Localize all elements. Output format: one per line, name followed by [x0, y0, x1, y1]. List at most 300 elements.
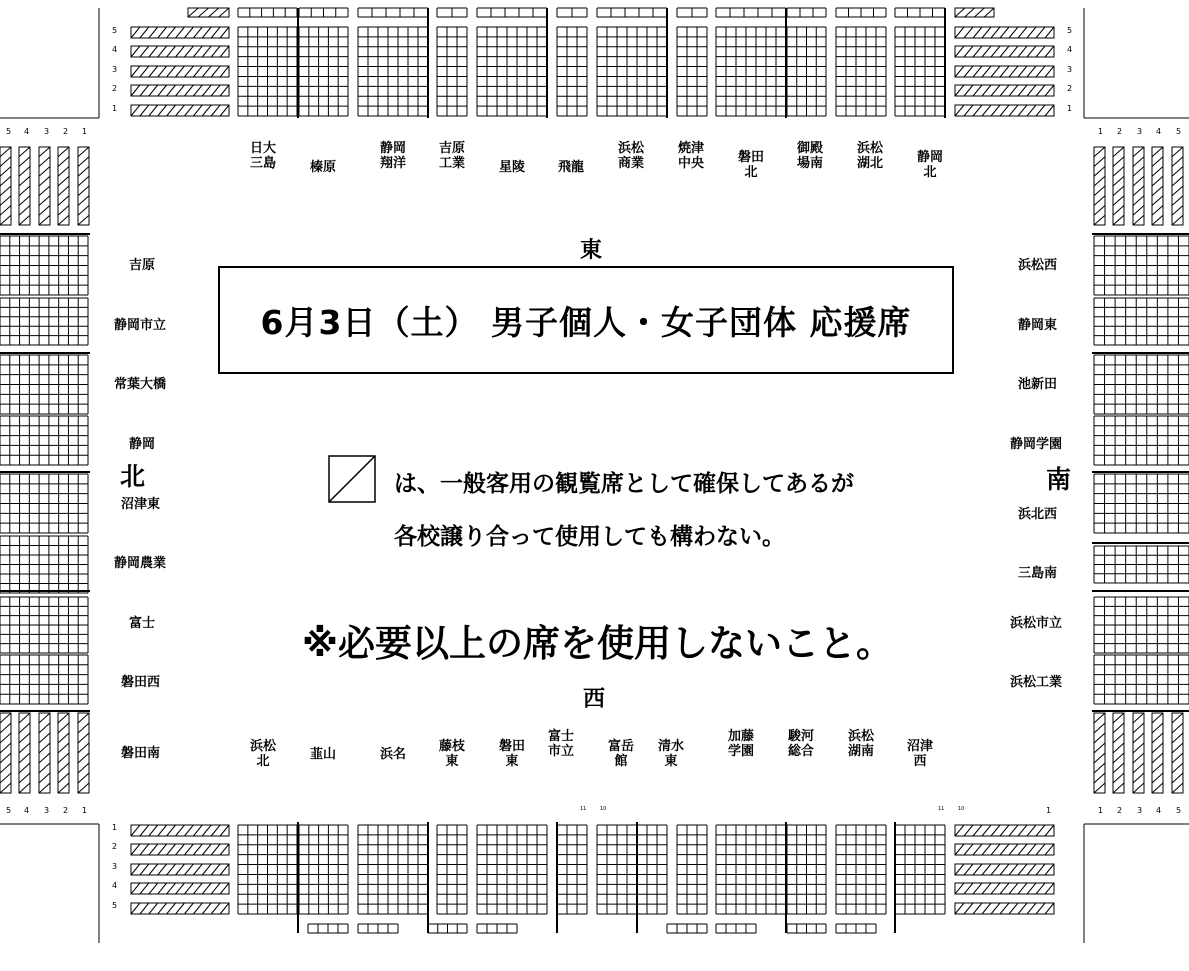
hatch-line: [1113, 206, 1124, 216]
hatch-line: [1172, 733, 1183, 743]
hatch-line: [78, 215, 89, 225]
warning-notice: ※必要以上の席を使用しないこと。: [302, 622, 893, 665]
hatch-line: [975, 8, 985, 17]
hatch-line: [1094, 743, 1105, 753]
hatch-line: [1172, 713, 1183, 723]
hatch-line: [991, 46, 1000, 57]
hatch-line: [188, 8, 198, 17]
hatch-line: [131, 46, 140, 57]
hatch-line: [19, 753, 30, 763]
hatch-line: [209, 8, 219, 17]
school-label: 浜松商業: [618, 141, 645, 171]
hatch-line: [149, 864, 158, 875]
hatch-line: [167, 825, 176, 836]
seat-block: [428, 924, 467, 933]
hatch-line: [140, 864, 149, 875]
hatch-line: [1000, 864, 1009, 875]
hatch-line: [1045, 85, 1054, 96]
hatch-line: [1152, 763, 1163, 773]
seat-block: [477, 8, 547, 17]
hatch-line: [19, 215, 30, 225]
hatch-line: [19, 783, 30, 793]
hatch-line: [167, 66, 176, 77]
hatch-line: [211, 825, 220, 836]
hatch-line: [131, 903, 140, 914]
seat-block: [677, 27, 707, 116]
hatch-line: [1172, 773, 1183, 783]
hatch-line: [0, 147, 11, 157]
hatch-line: [1152, 753, 1163, 763]
hatch-line: [1133, 186, 1144, 196]
hatch-line: [0, 713, 11, 723]
hatch-line: [39, 196, 50, 206]
school-label: 浜北西: [1018, 507, 1058, 522]
hatch-line: [1113, 215, 1124, 225]
hatch-line: [19, 196, 30, 206]
seat-block: [308, 924, 348, 933]
hatch-line: [202, 844, 211, 855]
hatch-line: [184, 66, 193, 77]
hatch-line: [149, 27, 158, 38]
hatch-line: [78, 186, 89, 196]
hatch-line: [984, 8, 994, 17]
hatch-line: [973, 66, 982, 77]
hatch-line: [1027, 66, 1036, 77]
hatch-line: [19, 206, 30, 216]
hatch-line: [1152, 206, 1163, 216]
hatch-line: [202, 864, 211, 875]
hatch-line: [39, 743, 50, 753]
hatch-line: [58, 196, 69, 206]
school-label: 静岡: [129, 437, 156, 452]
hatch-line: [973, 903, 982, 914]
hatch-line: [973, 864, 982, 875]
hatch-line: [1018, 883, 1027, 894]
school-label: 静岡学園: [1010, 437, 1063, 452]
hatch-line: [176, 864, 185, 875]
hatch-line: [78, 196, 89, 206]
hatch-line: [211, 883, 220, 894]
hatch-line: [1045, 903, 1054, 914]
hatch-line: [1133, 206, 1144, 216]
hatch-line: [1027, 85, 1036, 96]
school-label: 浜松市立: [1010, 616, 1063, 631]
hatch-line: [211, 27, 220, 38]
hatch-line: [955, 825, 964, 836]
hatch-line: [176, 105, 185, 116]
hatch-line: [0, 206, 11, 216]
seat-block: [836, 825, 886, 914]
east-direction-label: 東: [580, 238, 603, 263]
hatched-seat-row: [188, 8, 229, 17]
hatch-line: [1009, 883, 1018, 894]
school-label: 磐田南: [121, 746, 161, 761]
school-label: 星陵: [499, 160, 526, 175]
hatch-line: [220, 825, 229, 836]
hatch-line: [1094, 176, 1105, 186]
hatch-line: [1094, 753, 1105, 763]
hatch-line: [1152, 157, 1163, 167]
hatch-line: [220, 864, 229, 875]
hatch-line: [184, 864, 193, 875]
hatch-line: [1113, 157, 1124, 167]
hatch-line: [78, 723, 89, 733]
hatch-line: [1152, 196, 1163, 206]
hatch-line: [140, 825, 149, 836]
hatch-line: [140, 27, 149, 38]
hatch-line: [193, 844, 202, 855]
hatch-line: [1133, 753, 1144, 763]
hatch-line: [58, 176, 69, 186]
hatch-line: [1094, 733, 1105, 743]
hatch-line: [1172, 147, 1183, 157]
hatch-line: [158, 844, 167, 855]
seat-block: [0, 536, 88, 593]
north-direction-label: 北: [120, 462, 146, 491]
seat-block: [1094, 416, 1189, 465]
hatch-line: [211, 66, 220, 77]
hatch-line: [140, 903, 149, 914]
seat-block: [238, 8, 297, 17]
seat-block: [437, 27, 467, 116]
hatch-line: [149, 844, 158, 855]
seat-block: [895, 825, 945, 914]
hatch-line: [167, 27, 176, 38]
hatch-line: [58, 215, 69, 225]
hatch-line: [1009, 844, 1018, 855]
school-label: 富士市立: [548, 729, 575, 759]
hatch-line: [1113, 196, 1124, 206]
hatch-line: [19, 743, 30, 753]
hatch-line: [1113, 783, 1124, 793]
hatch-line: [982, 844, 991, 855]
hatch-line: [58, 723, 69, 733]
hatch-line: [131, 66, 140, 77]
hatch-line: [39, 157, 50, 167]
hatch-line: [131, 864, 140, 875]
seat-block: [238, 825, 297, 914]
school-label: 磐田東: [499, 739, 526, 769]
hatch-line: [58, 186, 69, 196]
hatch-line: [158, 825, 167, 836]
hatch-line: [955, 903, 964, 914]
hatch-line: [58, 206, 69, 216]
hatch-line: [78, 157, 89, 167]
hatch-line: [1036, 66, 1045, 77]
hatch-line: [58, 147, 69, 157]
hatch-line: [1094, 215, 1105, 225]
hatch-line: [955, 864, 964, 875]
hatch-line: [176, 46, 185, 57]
seat-block: [437, 825, 467, 914]
hatch-line: [1036, 105, 1045, 116]
hatch-line: [220, 105, 229, 116]
seat-block: [358, 27, 428, 116]
hatch-line: [991, 903, 1000, 914]
hatch-line: [964, 883, 973, 894]
hatch-line: [202, 105, 211, 116]
hatch-line: [193, 825, 202, 836]
hatch-line: [39, 215, 50, 225]
seat-block: [238, 27, 297, 116]
hatch-line: [1113, 753, 1124, 763]
hatch-line: [991, 85, 1000, 96]
hatch-line: [211, 105, 220, 116]
hatch-line: [1027, 903, 1036, 914]
seat-block: [299, 27, 348, 116]
seat-block: [716, 924, 756, 933]
hatch-line: [964, 844, 973, 855]
hatch-line: [1045, 825, 1054, 836]
seat-block: [1094, 655, 1189, 704]
hatch-line: [1113, 147, 1124, 157]
hatch-line: [167, 864, 176, 875]
hatch-line: [39, 186, 50, 196]
hatch-line: [982, 27, 991, 38]
seat-block: [787, 8, 826, 17]
hatch-line: [982, 883, 991, 894]
seat-block: [358, 924, 398, 933]
school-label: 富岳館: [608, 739, 635, 769]
hatch-line: [1152, 215, 1163, 225]
hatch-line: [1036, 85, 1045, 96]
hatch-line: [0, 215, 11, 225]
hatch-line: [991, 105, 1000, 116]
hatch-line: [78, 773, 89, 783]
hatch-line: [1027, 883, 1036, 894]
hatch-line: [1018, 105, 1027, 116]
hatch-line: [176, 825, 185, 836]
hatch-line: [39, 753, 50, 763]
hatch-line: [1000, 27, 1009, 38]
hatch-line: [1018, 864, 1027, 875]
hatch-line: [1152, 167, 1163, 177]
hatch-line: [131, 883, 140, 894]
hatch-line: [19, 713, 30, 723]
hatch-line: [140, 85, 149, 96]
hatch-line: [202, 883, 211, 894]
hatch-line: [1036, 844, 1045, 855]
hatch-line: [955, 883, 964, 894]
school-label: 吉原: [129, 258, 156, 273]
hatch-line: [211, 85, 220, 96]
school-label: 焼津中央: [678, 141, 705, 171]
hatch-line: [1152, 723, 1163, 733]
hatch-line: [140, 66, 149, 77]
school-label: 榛原: [310, 160, 337, 175]
hatch-line: [1009, 46, 1018, 57]
hatch-line: [220, 883, 229, 894]
hatch-line: [19, 763, 30, 773]
hatch-line: [1009, 66, 1018, 77]
hatch-line: [78, 167, 89, 177]
seat-block: [1094, 236, 1189, 295]
seat-block: [1094, 597, 1189, 653]
hatch-line: [202, 66, 211, 77]
hatch-line: [1027, 27, 1036, 38]
hatch-line: [1172, 783, 1183, 793]
hatch-line: [982, 903, 991, 914]
event-title-box: [218, 266, 954, 374]
school-label: 浜松北: [250, 739, 277, 769]
seat-block: [895, 8, 945, 17]
hatch-line: [1152, 186, 1163, 196]
hatch-line: [19, 773, 30, 783]
hatch-line: [1133, 723, 1144, 733]
seat-block: [716, 27, 786, 116]
hatch-line: [158, 105, 167, 116]
hatch-line: [1152, 713, 1163, 723]
hatch-line: [1045, 864, 1054, 875]
hatch-line: [184, 825, 193, 836]
school-label: 静岡東: [1018, 318, 1058, 333]
hatch-line: [0, 783, 11, 793]
hatch-line: [193, 66, 202, 77]
hatch-line: [0, 196, 11, 206]
hatch-line: [58, 753, 69, 763]
seat-block: [597, 8, 667, 17]
hatch-line: [78, 783, 89, 793]
seat-block: [477, 924, 517, 933]
school-label: 静岡農業: [114, 556, 167, 571]
seat-block: [597, 27, 667, 116]
school-label: 富士: [129, 616, 156, 631]
seat-block: [677, 8, 707, 17]
hatch-line: [220, 903, 229, 914]
hatch-line: [211, 903, 220, 914]
hatch-line: [1152, 773, 1163, 783]
hatch-line: [991, 66, 1000, 77]
hatched-seat-row: [955, 8, 994, 17]
hatch-line: [58, 713, 69, 723]
seat-block: [0, 355, 88, 414]
hatch-line: [167, 844, 176, 855]
seat-block: [836, 8, 886, 17]
hatch-line: [167, 903, 176, 914]
hatch-line: [1133, 743, 1144, 753]
hatch-line: [1094, 196, 1105, 206]
hatch-line: [1133, 713, 1144, 723]
hatch-line: [1000, 825, 1009, 836]
school-label: 浜松工業: [1010, 675, 1063, 690]
school-label: 磐田北: [738, 150, 765, 180]
hatch-line: [1036, 903, 1045, 914]
hatch-line: [1172, 763, 1183, 773]
hatch-line: [1133, 773, 1144, 783]
hatch-line: [1094, 206, 1105, 216]
hatch-line: [1133, 167, 1144, 177]
seat-block: [358, 8, 428, 17]
hatch-line: [1133, 215, 1144, 225]
hatch-line: [0, 743, 11, 753]
hatch-line: [1152, 783, 1163, 793]
school-label: 静岡市立: [114, 318, 167, 333]
school-label: 藤枝東: [439, 739, 466, 769]
hatch-line: [39, 176, 50, 186]
hatch-line: [39, 167, 50, 177]
hatch-line: [1152, 176, 1163, 186]
hatch-line: [982, 66, 991, 77]
hatch-line: [955, 27, 964, 38]
hatch-line: [1172, 186, 1183, 196]
hatch-line: [1036, 46, 1045, 57]
seat-block: [437, 8, 467, 17]
school-label: 浜松湖北: [857, 141, 884, 171]
hatch-line: [991, 844, 1000, 855]
hatch-line: [176, 844, 185, 855]
school-label: 清水東: [658, 739, 685, 769]
hatch-line: [1036, 27, 1045, 38]
hatch-line: [131, 27, 140, 38]
hatch-line: [78, 733, 89, 743]
hatch-line: [991, 27, 1000, 38]
hatch-line: [140, 883, 149, 894]
hatch-line: [1113, 763, 1124, 773]
hatch-line: [211, 844, 220, 855]
hatch-line: [193, 105, 202, 116]
seat-block: [0, 655, 88, 704]
hatch-line: [1000, 85, 1009, 96]
hatch-line: [19, 147, 30, 157]
hatch-line: [1133, 783, 1144, 793]
seat-block: [1094, 355, 1189, 414]
hatch-line: [58, 733, 69, 743]
hatch-line: [1009, 825, 1018, 836]
hatch-line: [955, 66, 964, 77]
hatch-line: [955, 85, 964, 96]
hatch-line: [0, 733, 11, 743]
hatch-line: [149, 105, 158, 116]
hatch-line: [158, 46, 167, 57]
hatch-line: [176, 903, 185, 914]
school-label: 池新田: [1018, 377, 1058, 392]
hatch-line: [1113, 167, 1124, 177]
hatch-line: [1000, 903, 1009, 914]
hatch-line: [955, 8, 965, 17]
hatch-line: [0, 186, 11, 196]
school-label: 沼津東: [121, 497, 161, 512]
school-label: 韮山: [310, 747, 337, 762]
hatch-line: [1009, 903, 1018, 914]
hatch-line: [1172, 157, 1183, 167]
hatch-line: [1027, 864, 1036, 875]
seat-block: [787, 924, 826, 933]
hatch-line: [973, 85, 982, 96]
seat-block: [716, 8, 786, 17]
hatch-line: [1133, 176, 1144, 186]
school-label: 加藤学園: [728, 729, 755, 759]
hatch-line: [1152, 733, 1163, 743]
school-label: 磐田西: [121, 675, 161, 690]
hatch-line: [1027, 844, 1036, 855]
hatch-line: [1113, 733, 1124, 743]
seat-block: [299, 825, 348, 914]
hatch-line: [0, 157, 11, 167]
legend-text-line2: 各校譲り合って使用しても構わない。: [394, 524, 785, 550]
seat-block: [557, 825, 587, 914]
hatch-line: [39, 723, 50, 733]
hatch-line: [964, 85, 973, 96]
hatch-line: [964, 66, 973, 77]
hatch-line: [982, 864, 991, 875]
hatch-line: [1094, 167, 1105, 177]
school-label: 日大三島: [250, 141, 277, 171]
hatch-line: [1045, 105, 1054, 116]
hatch-line: [19, 157, 30, 167]
seat-block: [716, 825, 786, 914]
hatch-line: [184, 844, 193, 855]
hatch-line: [1027, 825, 1036, 836]
